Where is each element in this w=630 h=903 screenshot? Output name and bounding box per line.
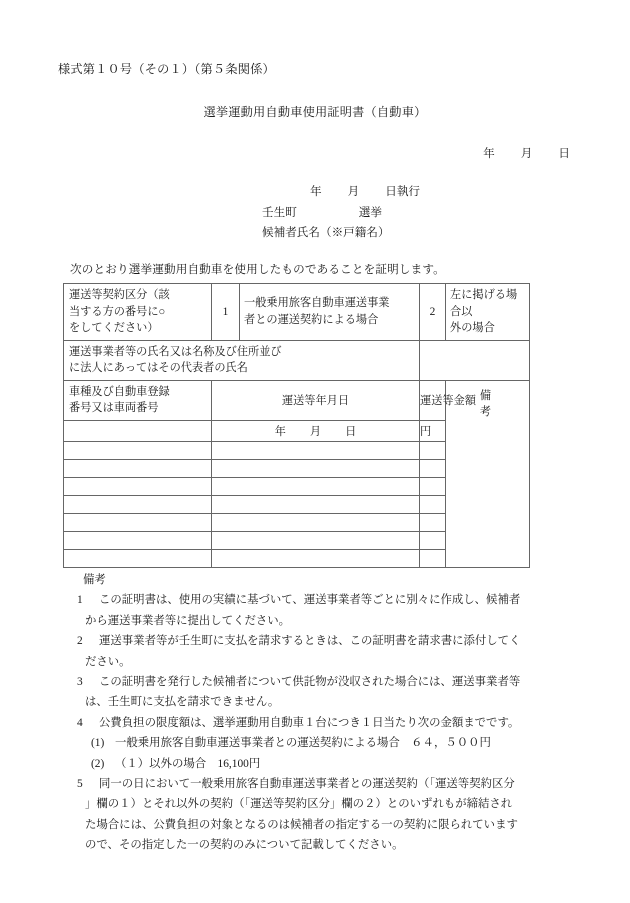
note-marker-4: 4 (77, 716, 83, 729)
date-blank-year: 年 (483, 147, 495, 160)
entry-vehicle[interactable] (64, 477, 212, 495)
unit-yen: 円 (420, 425, 432, 438)
election-label: 選挙 (358, 205, 382, 219)
contract-option-2-line-1: 左に掲げる場合以 (450, 289, 518, 318)
contract-option-1-number[interactable]: 1 (212, 284, 240, 341)
note-marker-1: 1 (77, 594, 83, 607)
notes-section (63, 570, 568, 856)
entry-date[interactable] (212, 477, 420, 495)
entry-vehicle[interactable] (64, 549, 212, 567)
operator-info-label-line-1: 運送事業者等の氏名又は名称及び住所並び (69, 345, 282, 358)
entry-vehicle[interactable] (64, 441, 212, 459)
contract-option-2-text (446, 284, 530, 341)
notes-heading: 備考 (83, 574, 106, 586)
entry-date[interactable] (212, 549, 420, 567)
header-transport-amount: 運送等金額 (420, 380, 446, 420)
note-item-3 (63, 672, 568, 713)
entry-vehicle[interactable] (64, 513, 212, 531)
entry-amount[interactable] (420, 477, 446, 495)
note-5-line-2: 」欄の１）とそれ以外の契約（「運送等契約区分」欄の２）とのいずれもが締結され (85, 798, 513, 811)
unit-month: 月 (309, 425, 322, 438)
date-blank-day: 日 (558, 147, 570, 160)
operator-info-label-line-2: に法人にあってはその代表者の氏名 (69, 362, 248, 374)
contract-option-2-line-2: 外の場合 (450, 322, 495, 334)
header-remarks: 備 考 (479, 389, 544, 418)
cell-contract-division-label (64, 284, 212, 341)
note-item-5 (63, 774, 568, 856)
note-4-sub-text-1: 一般乗用旅客自動車運送事業者との運送契約による場合 ６４，５００円 (115, 737, 491, 750)
execution-date-line (0, 182, 630, 203)
unit-vehicle-blank[interactable] (64, 420, 212, 441)
note-body-3 (85, 672, 568, 713)
note-body-1 (85, 590, 568, 631)
note-marker-5: 5 (77, 778, 83, 791)
date-blank-month: 月 (520, 147, 533, 160)
entry-amount[interactable] (420, 459, 446, 477)
note-5-line-4: ので、その指定した一の契約のみについて記載してください。 (85, 839, 404, 852)
note-1-line-2: から運送事業者等に提出してください。 (85, 614, 291, 627)
exec-month: 月 (347, 185, 360, 198)
note-3-line-2: は、壬生町に支払を請求できません。 (85, 696, 280, 709)
entry-amount[interactable] (420, 513, 446, 531)
entry-amount[interactable] (420, 549, 446, 567)
header-transport-date: 運送等年月日 (212, 380, 420, 420)
note-3-line-1: この証明書を発行した候補者について供託物が没収された場合には、運送事業者等 (99, 676, 521, 689)
entry-date[interactable] (212, 513, 420, 531)
contract-option-2-number[interactable]: 2 (420, 284, 446, 341)
exec-day: 日執行 (385, 185, 421, 198)
election-line (0, 203, 630, 224)
note-5-line-3: た場合には、公費負担の対象となるのは候補者の指定する一の契約に限られています (85, 818, 518, 831)
contract-division-label-line-1: 運送等契約区分（該 (69, 289, 170, 301)
note-item-1 (63, 590, 568, 631)
note-4-sub-item-1 (63, 733, 568, 753)
table-row-contract-division (64, 284, 530, 341)
document-title: 選挙運動用自動車使用証明書（自動車） (203, 105, 427, 119)
unit-day: 日 (345, 425, 357, 438)
header-vehicle (64, 380, 212, 420)
entry-amount[interactable] (420, 441, 446, 459)
note-4-sub-marker-2: (2) (91, 757, 105, 770)
table-row-column-headers (64, 380, 530, 420)
exec-year: 年 (310, 185, 322, 198)
header-vehicle-line-2: 番号又は車両番号 (69, 402, 159, 414)
municipality-name: 壬生町 (262, 205, 297, 219)
entry-date[interactable] (212, 441, 420, 459)
contract-option-1-line-1: 一般乗用旅客自動車運送事業 (244, 297, 390, 310)
note-marker-3: 3 (77, 676, 83, 689)
cell-operator-info-label (64, 340, 420, 380)
note-4-sub-marker-1: (1) (91, 737, 105, 750)
intro-statement: 次のとおり選挙運動用自動車を使用したものであることを証明します。 (70, 263, 445, 276)
unit-year: 年 (274, 425, 286, 438)
entry-vehicle[interactable] (64, 531, 212, 549)
cell-operator-info-value[interactable] (420, 340, 530, 380)
header-vehicle-line-1: 車種及び自動車登録 (69, 385, 170, 398)
note-2-line-2: ださい。 (85, 655, 131, 668)
entry-date[interactable] (212, 531, 420, 549)
note-1-line-1: この証明書は、使用の実績に基づいて、運送事業者等ごとに別々に作成し、候補者 (99, 594, 521, 607)
unit-date-labels (212, 420, 420, 441)
note-5-line-1: 同一の日において一般乗用旅客自動車運送事業者との運送契約（「運送等契約区分 (99, 778, 515, 791)
entry-vehicle[interactable] (64, 495, 212, 513)
entry-date[interactable] (212, 495, 420, 513)
note-2-line-1: 運送事業者等が壬生町に支払を請求するときは、この証明書を請求書に添付してく (99, 635, 521, 648)
date-blank-top (0, 145, 630, 161)
table-row-operator-info (64, 340, 530, 380)
contract-option-1-line-2: 者との運送契約による場合 (244, 313, 379, 326)
entry-amount[interactable] (420, 531, 446, 549)
execution-block (0, 182, 630, 244)
note-item-2 (63, 631, 568, 672)
cell-remarks-column[interactable] (446, 380, 544, 567)
entry-amount[interactable] (420, 495, 446, 513)
certificate-table (63, 283, 544, 568)
note-4-line-1: 公費負担の限度額は、選挙運動用自動車１台につき１日当たり次の金額までです。 (99, 716, 520, 729)
unit-amount-label (420, 420, 446, 441)
note-item-4 (63, 713, 568, 733)
note-marker-2: 2 (77, 635, 83, 648)
note-body-5 (85, 774, 568, 856)
candidate-name-line: 候補者氏名（※戸籍名） (262, 226, 390, 239)
note-4-sub-text-2: （１）以外の場合 16,100円 (115, 757, 261, 770)
contract-division-label-line-2: 当する方の番号に○ (69, 305, 166, 318)
contract-division-label-line-3: をしてください） (69, 322, 159, 334)
contract-option-1-text (240, 284, 420, 341)
entry-date[interactable] (212, 459, 420, 477)
form-number: 様式第１０号（その１）（第５条関係） (58, 62, 275, 76)
note-body-4 (99, 713, 568, 733)
note-body-2 (85, 631, 568, 672)
note-4-sub-item-2 (63, 754, 568, 774)
entry-vehicle[interactable] (64, 459, 212, 477)
